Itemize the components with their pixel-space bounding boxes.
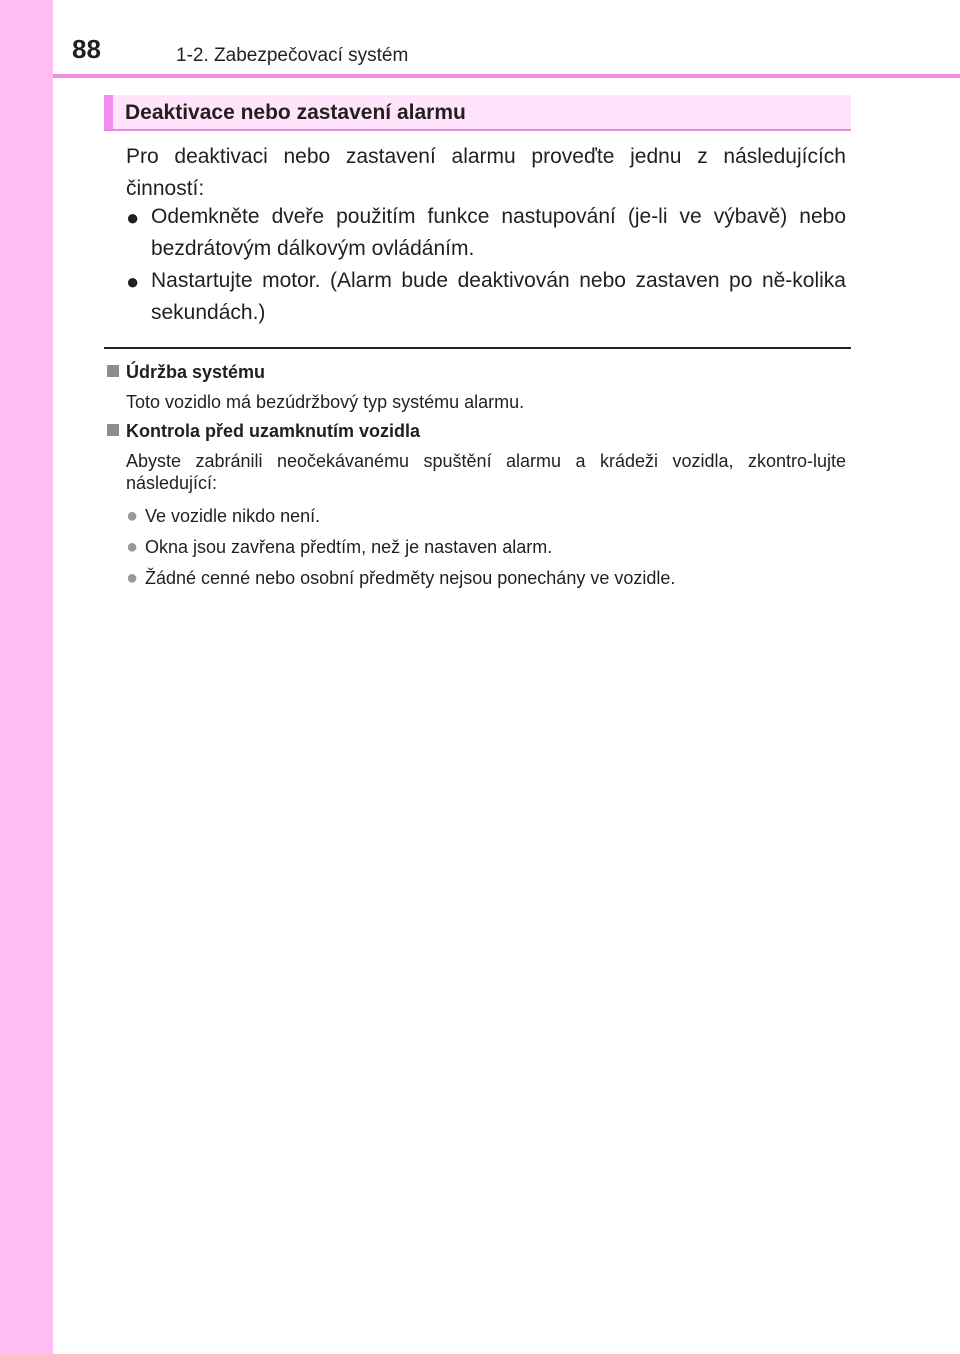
note-heading (107, 420, 420, 442)
bullet-icon: ● (126, 536, 139, 558)
list-item-text: Žádné cenné nebo osobní předměty nejsou ponechány ve vozidle. (145, 568, 676, 588)
page-number: 88 (72, 34, 101, 64)
list-item (126, 505, 320, 527)
bullet-icon: ● (126, 269, 140, 294)
bullet-icon: ● (126, 567, 139, 589)
note-body: Toto vozidlo má bezúdržbový typ systému alarmu. (126, 392, 525, 412)
list-item (126, 536, 552, 558)
section-divider (104, 347, 851, 349)
side-color-strip (0, 0, 53, 1354)
header-rule (53, 74, 960, 78)
list-item (126, 567, 675, 589)
list-item-text: Okna jsou zavřena předtím, než je nastaven alarm. (145, 537, 553, 557)
heading-marker (104, 95, 113, 129)
list-item (126, 265, 846, 329)
list-item-text: Odemkněte dveře použitím funkce nastupování (je-li ve výbavě) nebo bezdrátovým dálkovým ovládáním. (151, 205, 846, 260)
section-title: Deaktivace nebo zastavení alarmu (125, 101, 466, 124)
bullet-icon: ● (126, 505, 139, 527)
list-item (126, 201, 846, 265)
square-bullet-icon (107, 365, 119, 377)
bullet-icon: ● (126, 205, 140, 230)
list-item-text: Ve vozidle nikdo není. (145, 506, 321, 526)
chapter-title: 1-2. Zabezpečovací systém (176, 45, 409, 66)
list-item-text: Nastartujte motor. (Alarm bude deaktivován nebo zastaven po ně-kolika sekundách.) (151, 269, 846, 324)
section-heading (104, 95, 851, 131)
note-title: Kontrola před uzamknutím vozidla (126, 421, 421, 441)
note-body: Abyste zabránili neočekávanému spuštění alarmu a krádeži vozidla, zkontro-lujte následující: (126, 451, 846, 493)
note-title: Údržba systému (126, 362, 266, 382)
square-bullet-icon (107, 424, 119, 436)
section-intro: Pro deaktivaci nebo zastavení alarmu proveďte jednu z následujících činností: (126, 145, 846, 200)
note-heading (107, 361, 265, 383)
page-header (0, 0, 960, 80)
